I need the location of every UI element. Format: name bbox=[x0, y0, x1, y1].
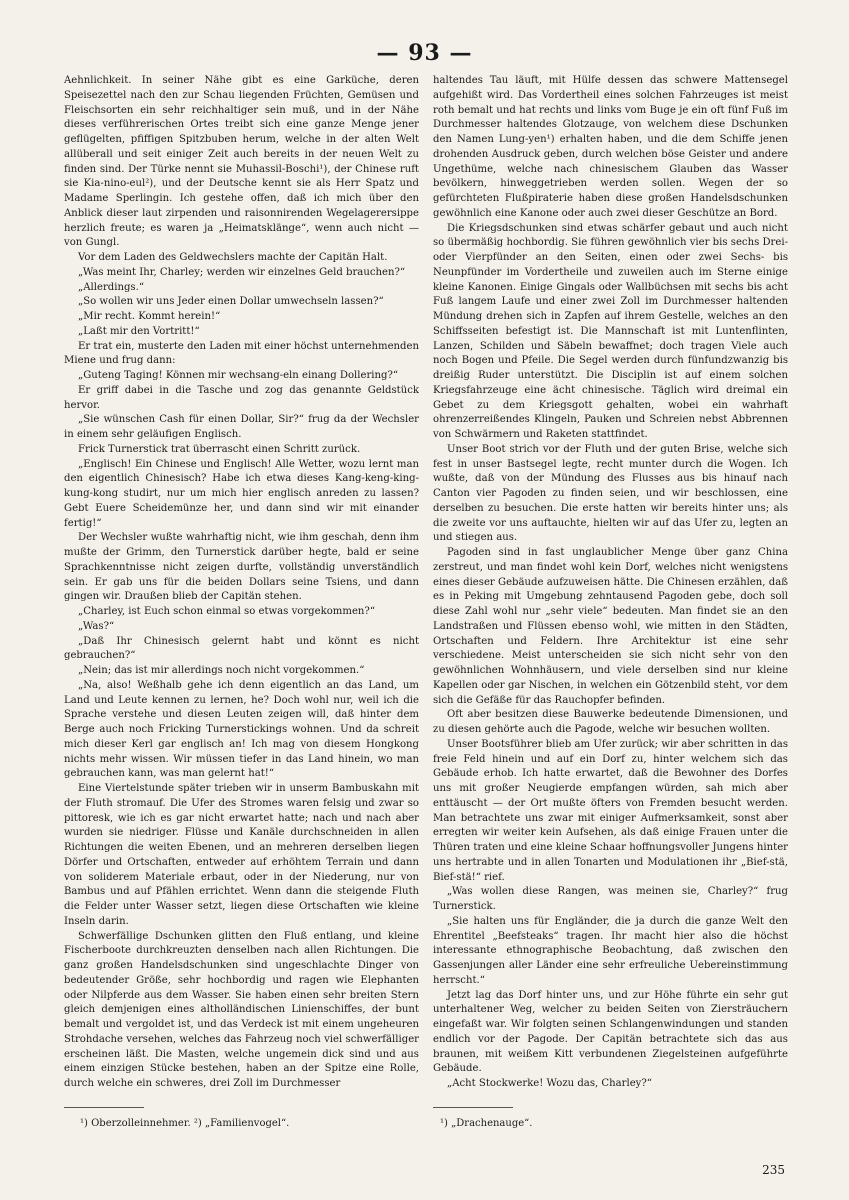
paragraph: Er griff dabei in die Tasche und zog das genannte Geldstück hervor. bbox=[64, 384, 419, 411]
paragraph: „Allerdings.“ bbox=[78, 281, 144, 293]
left-column bbox=[64, 74, 419, 1100]
right-column bbox=[433, 74, 788, 1100]
paragraph: „Guteng Taging! Können mir wechsang-eln einang Dollering?“ bbox=[78, 370, 399, 381]
paragraph: „Was meint Ihr, Charley; werden wir einzelnes Geld brauchen?“ bbox=[78, 266, 406, 278]
footnote-rule-right bbox=[433, 1107, 513, 1108]
paragraph: Schwerfällige Dschunken glitten den Fluß entlang, und kleine Fischerboote durchkreuzten denselben nach allen Richtungen. Die ganz großen Handelsdschunken sind ungeschlachte Dinger von bedeutender Größe, sehr hochbordig und ragen wie Elephanten oder Nilpferde aus dem Wasser. Sie haben einen sehr breiten Stern gleich demjenigen eines altholländischen Linienschiffes, der bunt bemalt und vergoldet ist, und das Verdeck ist mit einem ungeheuren Strohdache versehen, welches das Fahrzeug noch viel schwerfälliger erscheinen läßt. Die Masten, welche ungemein dick sind und aus einem einzigen Stücke bestehen, haben an der Spitze eine Rolle, durch welche ein schweres, drei Zoll im Durchmesser bbox=[64, 930, 419, 1089]
paragraph: „Charley, ist Euch schon einmal so etwas vorgekommen?“ bbox=[78, 606, 375, 617]
page-folio: — 93 — bbox=[376, 40, 473, 66]
paragraph: haltendes Tau läuft, mit Hülfe dessen das schwere Mattensegel aufgehißt wird. Das Vordertheil eines solchen Fahrzeuges ist meist roth bemalt und hat rechts und links vom Buge je ein oft fünf Fuß im Durchmesser haltendes Glotzauge, von welchem diese Dschunken den Namen Lung-yen¹) erhalten haben, und die dem Schiffe jenen drohenden Ausdruck geben, durch welchen böse Geister und andere Ungethüme, welche nach chinesischem Glauben das Wasser bevölkern, hinweggetrieben werden sollen. Wegen der so gefürchteten Flußpiraterie haben diese großen Handelsdschunken gewöhnlich eine Kanone oder auch zwei dieser Geschütze an Bord. bbox=[433, 75, 788, 219]
page-number: 235 bbox=[762, 1163, 785, 1177]
paragraph: „Was?“ bbox=[78, 620, 115, 632]
paragraph: Jetzt lag das Dorf hinter uns, und zur Höhe führte ein sehr gut unterhaltener Weg, welcher zu beiden Seiten von Ziersträuchern eingefaßt war. Wir folgten seinen Schlangenwindungen und standen endlich vor der Pagode. Der Capitän betrachtete sich das aus braunen, mit weißem Kitt verbundenen Ziegelsteinen aufgeführte Gebäude. bbox=[433, 989, 788, 1075]
paragraph: „Sie halten uns für Engländer, die ja durch die ganze Welt den Ehrentitel „Beefsteaks“ tragen. Ihr macht hier also die höchst interessante ethnographische Beobachtung, daß zwischen den Gassenjungen aller Länder eine sehr erfreuliche Uebereinstimmung herrscht.“ bbox=[433, 915, 788, 986]
footnote-left: ¹) Oberzolleinnehmer. ²) „Familienvogel“. bbox=[80, 1118, 290, 1129]
paragraph: „Mir recht. Kommt herein!“ bbox=[78, 311, 221, 322]
paragraph: Aehnlichkeit. In seiner Nähe gibt es eine Garküche, deren Speisezettel nach den zur Schau liegenden Früchten, Gemüsen und Fleischsorten ein sehr reichhaltiger sein muß, und in der Nähe dieses verführerischen Ortes treibt sich eine ganze Menge jener geflügelten, pfiffigen Spitzbuben herum, welche in der alten Welt allüberall und seit einiger Zeit auch bereits in der neuen Welt zu finden sind. Der Türke nennt sie Muhassil-Boschi¹), der Chinese ruft sie Kia-nino-eul²), und der Deutsche kennt sie als Herr Spatz und Madame Sperlingin. Ich gestehe offen, daß ich mich über den Anblick dieser laut zirpenden und raisonnirenden Wegelagerersippe herzlich freute; es waren ja „Heimatsklänge“, wenn auch nicht — von Gungl. bbox=[64, 75, 419, 249]
paragraph: „Laßt mir den Vortritt!“ bbox=[78, 325, 200, 337]
paragraph: „Was wollen diese Rangen, was meinen sie, Charley?“ frug Turnerstick. bbox=[433, 886, 788, 912]
paragraph: Unser Bootsführer blieb am Ufer zurück; wir aber schritten in das freie Feld hinein und auf ein Dorf zu, hinter welchem sich das Gebäude erhob. Ich hatte erwartet, daß die Bewohner des Dorfes uns mit großer Neugierde empfangen würden, sah mich aber enttäuscht — der Ort mußte öfters von Fremden besucht werden. Man betrachtete uns zwar mit einiger Aufmerksamkeit, sonst aber erregten wir weiter kein Aufsehen, als daß einige Frauen unter die Thüren traten und eine kleine Schaar hoffnungsvoller Jungens hinter uns hertrabte und in allen Tonarten und Modulationen ihr „Bief-stä, Bief-stä!“ rief. bbox=[433, 738, 788, 883]
paragraph: Unser Boot strich vor der Fluth und der guten Brise, welche sich fest in unser Bastsegel legte, recht munter durch die Wogen. Ich wußte, daß von der Mündung des Flusses aus bis hinauf nach Canton vier Pagoden zu finden seien, und wir beschlossen, eine derselben zu besuchen. Die erste hatten wir bereits hinter uns; als die zweite vor uns auftauchte, hielten wir auf das Ufer zu, legten an und stiegen aus. bbox=[433, 443, 788, 544]
paragraph: Die Kriegsdschunken sind etwas schärfer gebaut und auch nicht so übermäßig hochbordig. Sie führen gewöhnlich vier bis sechs Drei- oder Vierpfünder an den Seiten, einen oder zwei Sechs- bis Neunpfünder im Vordertheile und zuweilen auch im Sterne einige kleine Kanonen. Einige Gingals oder Wallbüchsen mit sechs bis acht Fuß langem Laufe und einer zwei Zoll im Durchmesser haltenden Mündung drehen sich in Zapfen auf ihrem Gestelle, welches an den Schiffsseiten befestigt ist. Die Mannschaft ist mit Luntenflinten, Lanzen, Schilden und Säbeln bewaffnet; doch tragen Viele auch noch Bogen und Pfeile. Die Segel werden durch fünfundzwanzig bis dreißig Ruder unterstützt. Die Disciplin ist auf einem solchen Kriegsfahrzeuge eine ächt chinesische. Täglich wird dreimal ein Gebet zu dem Kriegsgott gehalten, wobei ein wahrhaft ohrenzerreißendes Klingeln, Pauken und Schreien nebst Abbrennen von Schwärmern und Raketen stattfindet. bbox=[433, 222, 788, 440]
paragraph: „Englisch! Ein Chinese und Englisch! Alle Wetter, wozu lernt man den eigentlich Chinesisch? Habe ich etwa dieses Kang-keng-king-kung-kong studirt, nur um mich hier englisch anreden zu lassen? Gebt Euere Scheidemünze her, und dann sind wir mit einander fertig!“ bbox=[64, 458, 419, 529]
footnote-rule-left bbox=[64, 1107, 144, 1108]
paragraph: Vor dem Laden des Geldwechslers machte der Capitän Halt. bbox=[78, 252, 388, 263]
paragraph: „Nein; das ist mir allerdings noch nicht vorgekommen.“ bbox=[78, 665, 365, 676]
paragraph: Er trat ein, musterte den Laden mit einer höchst unternehmenden Miene und frug dann: bbox=[64, 340, 419, 367]
paragraph: Eine Viertelstunde später trieben wir in unserm Bambuskahn mit der Fluth stromauf. Die Ufer des Stromes waren felsig und zwar so pittoresk, wie ich es gar nicht erwartet hatte; nach und nach aber wurden sie niedriger. Flüsse und Kanäle durchschneiden in allen Richtungen die weiten Ebenen, und an mehreren derselben liegen Dörfer und Ortschaften, entweder auf erhöhtem Terrain und dann von soliderem Materiale erbaut, oder in der Niederung, nur von Bambus und auf Pfählen errichtet. Wenn dann die steigende Fluth die Felder unter Wasser setzt, liegen diese Ortschaften wie kleine Inseln darin. bbox=[64, 783, 419, 927]
paragraph: Oft aber besitzen diese Bauwerke bedeutende Dimensionen, und zu diesen gehörte auch die Pagode, welche wir besuchen wollten. bbox=[433, 709, 788, 735]
paragraph: „So wollen wir uns Jeder einen Dollar umwechseln lassen?“ bbox=[78, 296, 384, 308]
paragraph: „Sie wünschen Cash für einen Dollar, Sir?“ frug da der Wechsler in einem sehr geläufigen Englisch. bbox=[64, 414, 419, 440]
paragraph: Pagoden sind in fast unglaublicher Menge über ganz China zerstreut, und man findet wohl kein Dorf, welches nicht wenigstens eines dieser Gebäude aufzuweisen hätte. Die Chinesen erzählen, daß es in Peking mit Umgebung zehntausend Pagoden gebe, doch soll diese Zahl wohl nur „sehr viele“ bedeuten. Man findet sie an den Landstraßen und Flüssen ebenso wohl, wie mitten in den Städten, Ortschaften und Feldern. Ihre Architektur ist eine sehr verschiedene. Meist unterscheiden sie sich nicht sehr von den gewöhnlichen Wohnhäusern, und viele derselben sind nur kleine Kapellen oder gar Nischen, in welchen ein Götzenbild steht, vor dem sich die Gefäße für das Rauchopfer befinden. bbox=[433, 547, 788, 706]
paragraph: „Na, also! Weßhalb gehe ich denn eigentlich an das Land, um Land und Leute kennen zu lernen, he? Doch wohl nur, weil ich die Sprache verstehe und diesen Leuten zeigen will, daß hinter dem Berge auch noch Fricking Turnerstickings wohnen. Und da schreit mich dieser Kerl gar englisch an! Ich mag von diesem Hongkong nichts mehr wissen. Wir müssen tiefer in das Land hinein, wo man gebrauchen kann, was man gelernt hat!“ bbox=[64, 679, 419, 780]
paragraph: Der Wechsler wußte wahrhaftig nicht, wie ihm geschah, denn ihm mußte der Grimm, den Turnerstick darüber hegte, bald er seine Sprachkenntnisse nicht zeigen durfte, vollständig unverständlich sein. Er gab uns für die beiden Dollars seine Tsiens, und dann gingen wir. Draußen blieb der Capitän stehen. bbox=[64, 532, 419, 603]
footnote-right: ¹) „Drachenauge“. bbox=[440, 1118, 533, 1129]
paragraph: Frick Turnerstick trat überrascht einen Schritt zurück. bbox=[78, 443, 361, 455]
paragraph: „Acht Stockwerke! Wozu das, Charley?“ bbox=[447, 1078, 652, 1089]
paragraph: „Daß Ihr Chinesisch gelernt habt und könnt es nicht gebrauchen?“ bbox=[64, 635, 419, 662]
